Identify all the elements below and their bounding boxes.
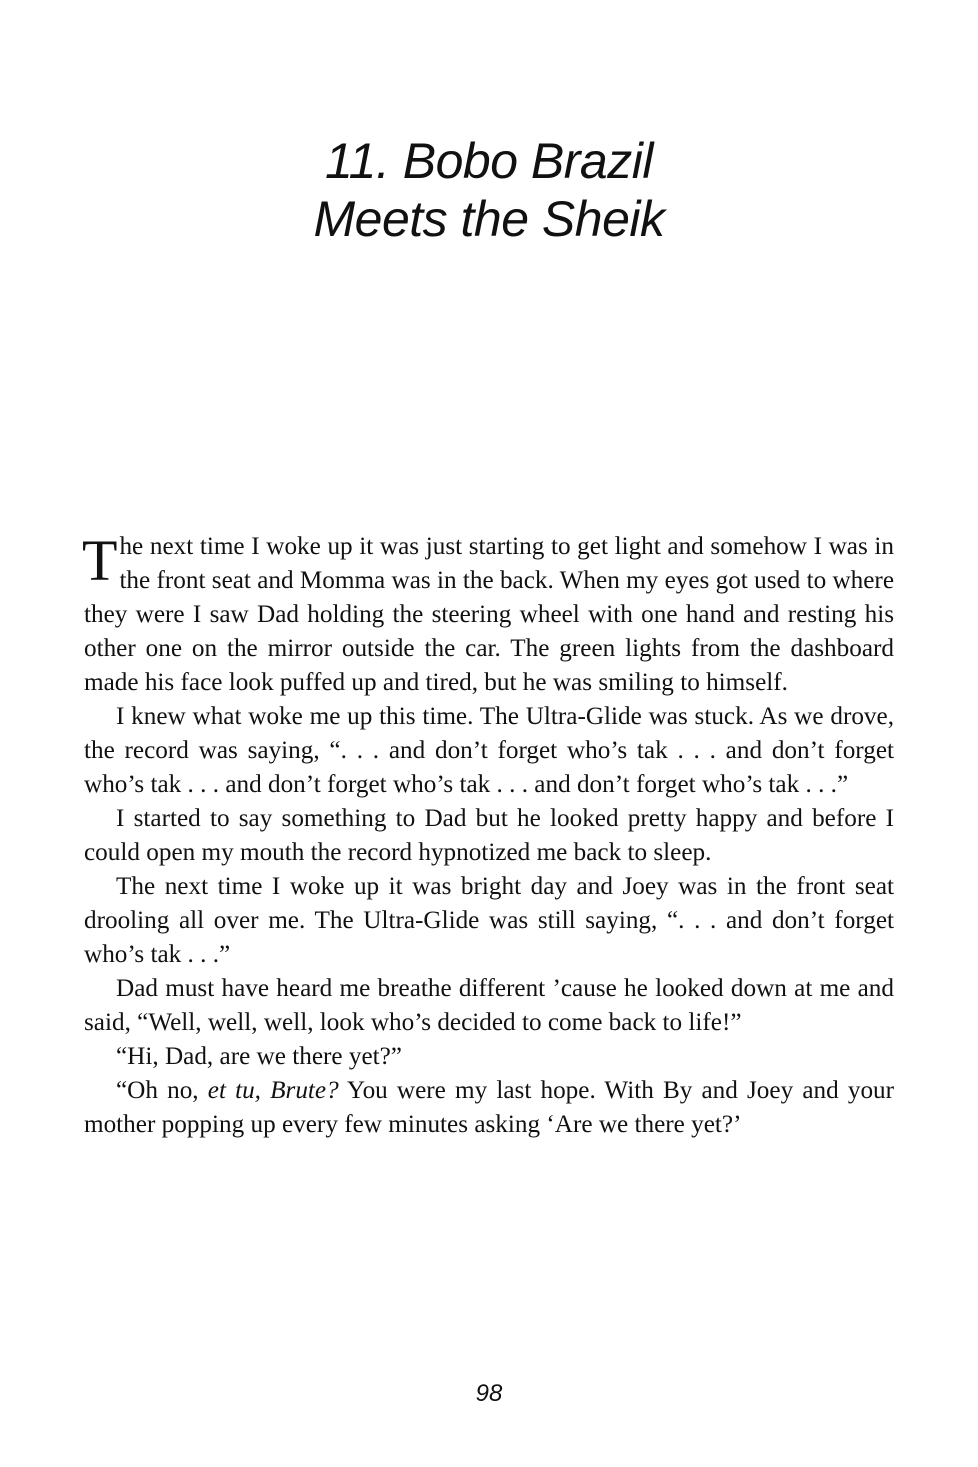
paragraph-1-text: he next time I woke up it was just starting to get light and somehow I was in the front seat and Momma was in the back. When my eyes got used to where they were I saw Dad holding the steering wheel with one hand and resting his other one on the mirror outside the car. The green lights from the dashboard made his face look puffed up and tired, but he was smiling to himself. (84, 533, 894, 696)
paragraph-6: “Hi, Dad, are we there yet?” (116, 1043, 402, 1070)
chapter-title-line-2: Meets the Sheik (313, 191, 665, 247)
chapter-title (0, 132, 978, 248)
paragraph-2: I knew what woke me up this time. The Ultra-Glide was stuck. As we drove, the record was saying, “. . . and don’t forget who’s tak . . . and don’t forget who’s tak . . . and don’t forget who’s tak . . . and don’t forget who’s tak . . .” (84, 703, 894, 798)
paragraph-1 (84, 530, 894, 700)
paragraph-4: The next time I woke up it was bright day and Joey was in the front seat drooling all over me. The Ultra-Glide was still saying, “. . . and don’t forget who’s tak . . .” (84, 873, 894, 968)
paragraph-7-italic: et tu, Brute? (207, 1077, 339, 1104)
paragraph-5: Dad must have heard me breathe different ’cause he looked down at me and said, “Well, well, well, look who’s decided to come back to life!” (84, 975, 894, 1036)
body-text (84, 530, 894, 1142)
chapter-title-line-1: 11. Bobo Brazil (325, 133, 653, 189)
paragraph-7 (84, 1074, 894, 1142)
paragraph-7-start: “Oh no, (116, 1077, 208, 1104)
page-number: 98 (475, 1380, 503, 1407)
paragraph-7-rest: You were my last hope. With By and Joey and your mother popping up every few minutes asking ‘Are we there yet?’ (84, 1077, 895, 1138)
paragraph-3: I started to say something to Dad but he looked pretty happy and before I could open my mouth the record hypnotized me back to sleep. (84, 805, 894, 866)
drop-cap: T (82, 528, 118, 593)
